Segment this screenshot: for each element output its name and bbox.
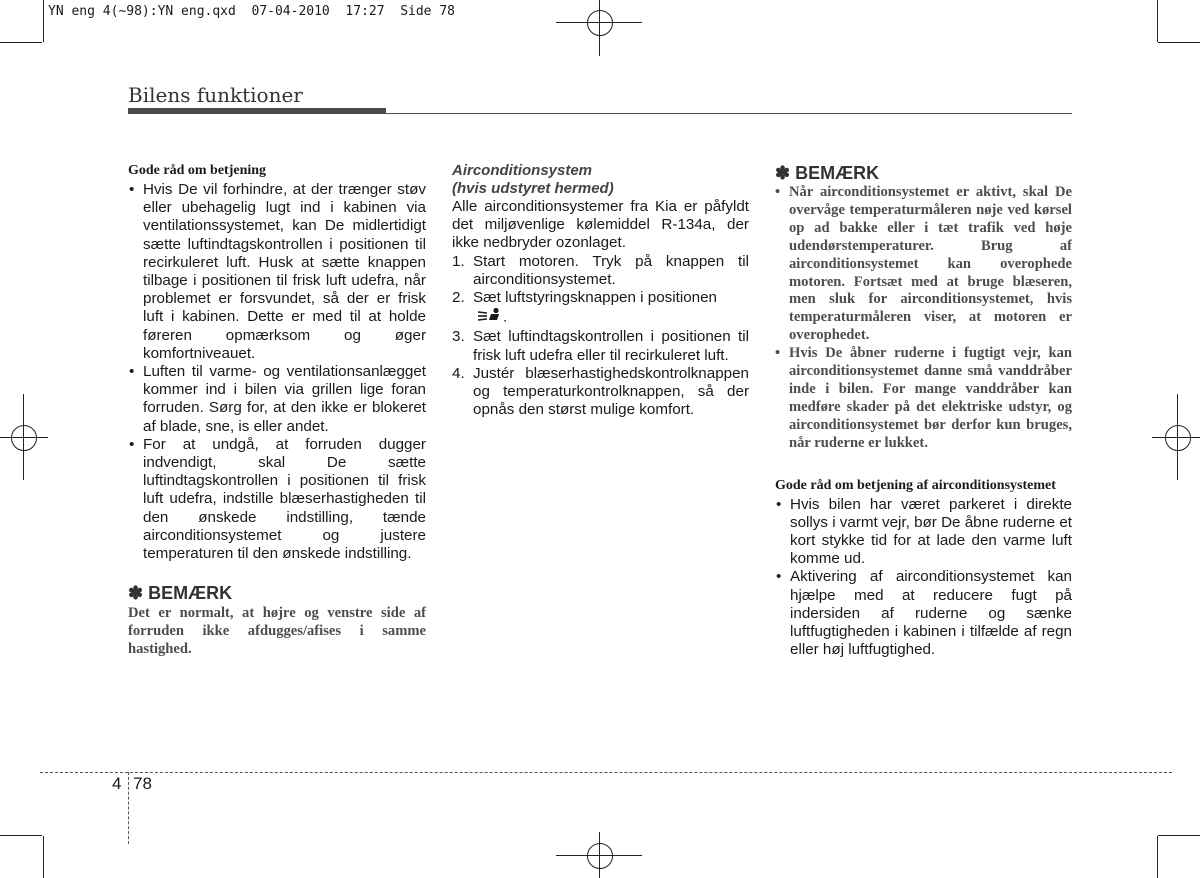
step-suffix: . — [503, 308, 508, 326]
print-header: YN eng 4(~98):YN eng.qxd 07-04-2010 17:27 Side 78 — [48, 4, 455, 19]
footer-rule — [40, 772, 1172, 773]
column-2 — [452, 162, 749, 419]
section-heading-line2: (hvis udstyret hermed) — [452, 180, 614, 197]
list-item: • For at undgå, at forruden dugger indvendigt, skal De sætte luftindtagskontrollen i positionen til frisk luft udefra, indstille blæserhastigheden til den ønskede indstilling, tænde airconditionsystemet og justere temperaturen til den ønskede indstilling. — [128, 436, 426, 563]
tips-list — [775, 496, 1072, 660]
step-number: 3. — [452, 328, 465, 346]
step-text: Sæt luftstyringsknappen i positionen — [473, 289, 717, 307]
list-item: • Hvis bilen har været parkeret i direkte sollys i varmt vejr, bør De åbne ruderne et kort stykke tid for at lade den varme luft komme ud. — [775, 496, 1072, 569]
section-heading-line1: Airconditionsystem — [452, 162, 593, 179]
list-item: • Luften til varme- og ventilationsanlægget kommer ind i bilen via grillen lige foran forruden. Sørg for, at den ikke er blokeret af blade, sne, is eller andet. — [128, 363, 426, 436]
list-item: • Når airconditionsystemet er aktivt, skal De overvåge temperaturmåleren nøje ved kørsel op ad bakke eller i tæt trafik ved høje udendørstemperaturer. Brug af airconditionsystemet kan overophede motoren. Fortsæt med at bruge blæseren, men sluk for airconditionsystemet, hvis temperaturmåleren viser, at motoren er overophedet. — [775, 184, 1072, 345]
list-item — [452, 253, 749, 289]
step-number: 2. — [452, 289, 465, 307]
chapter-title: Bilens funktioner — [128, 83, 303, 107]
tips-list — [128, 181, 426, 563]
note-text: Det er normalt, at højre og venstre side af forruden ikke afdugges/afises i samme hastighed. — [128, 605, 426, 658]
chapter-number: 4 — [112, 774, 122, 793]
section-heading: Gode råd om betjening af airconditionsystemet — [775, 477, 1056, 493]
note-heading: ✽ BEMÆRK — [128, 583, 233, 604]
footer-divider — [128, 772, 129, 844]
column-1 — [128, 162, 426, 658]
note-list — [775, 184, 1072, 453]
column-3 — [775, 162, 1072, 659]
step-number: 4. — [452, 364, 465, 382]
section-heading: Gode råd om betjening — [128, 163, 267, 178]
list-item: • Hvis De vil forhindre, at der trænger støv eller ubehagelig lugt ind i kabinen via ventilationssystemet, kan De midlertidigt sætte luftindtagskontrollen i positionen til recirkuleret luft. Husk at sætte knappen tilbage i positionen til frisk luft udefra, når problemet er forsvundet, så der er frisk luft i kabinen. Dette er med til at holde føreren opmærksom og øger komfortniveauet. — [128, 181, 426, 363]
intro-text: Alle airconditionsystemer fra Kia er påfyldt det miljøvenlige kølemiddel R-134a, der ikke nedbryder ozonlaget. — [452, 198, 749, 252]
page-number: 78 — [133, 774, 152, 793]
list-item — [452, 289, 749, 328]
step-text: Sæt luftindtagskontrollen i positionen til frisk luft udefra eller til recirkuleret luft. — [473, 328, 749, 364]
face-vent-icon — [477, 307, 503, 328]
list-item: • Aktivering af airconditionsystemet kan hjælpe med at reducere fugt på indersiden af ruderne og sænke luftfugtigheden i kabinen i tilfælde af regn eller høj luftfugtighed. — [775, 568, 1072, 659]
note-heading: ✽ BEMÆRK — [775, 163, 880, 183]
list-item — [452, 328, 749, 364]
step-text: Start motoren. Tryk på knappen til airconditionsystemet. — [473, 252, 749, 288]
list-item: • Hvis De åbner ruderne i fugtigt vejr, kan airconditionsystemet danne små vanddråber inde i bilen. For mange vanddråber kan medføre skader på det elektriske udstyr, og airconditionsystemet bør derfor kun bruges, når ruderne er lukket. — [775, 345, 1072, 452]
step-text: Justér blæserhastighedskontrolknappen og temperaturkontrolknappen, så der opnås den størst mulige komfort. — [473, 364, 749, 419]
title-rule-thick — [128, 108, 386, 114]
step-number: 1. — [452, 252, 465, 270]
list-item — [452, 365, 749, 420]
steps-list — [452, 253, 749, 420]
title-rule-thin — [386, 113, 1072, 114]
